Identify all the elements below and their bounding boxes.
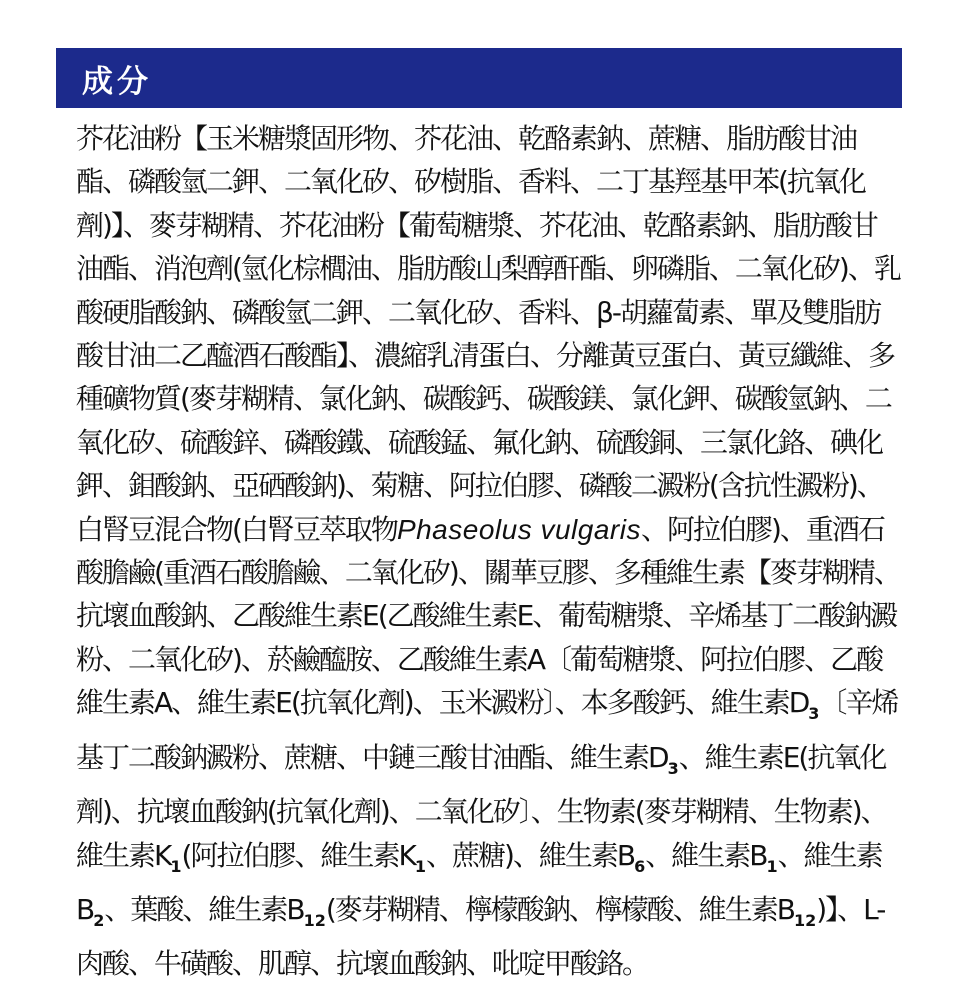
subscript: 3 [667, 758, 679, 778]
subscript: 2 [93, 910, 105, 930]
subscript: 6 [634, 856, 646, 876]
ingredients-text-part: )】、L-肉酸、牛磺酸、肌醇、抗壞血酸鈉、吡啶甲酸鉻。 [76, 892, 885, 981]
ingredients-text-part: 、葉酸、維生素B [104, 892, 304, 926]
ingredients-text [76, 117, 902, 986]
scientific-name: Phaseolus vulgaris [396, 513, 641, 545]
ingredients-text-part: 、蔗糖)、維生素B [425, 838, 635, 872]
subscript: 1 [170, 856, 182, 876]
ingredients-text-part: 、維生素B [645, 838, 767, 872]
ingredients-text-part: 、維生素B [76, 838, 882, 926]
subscript: 3 [808, 704, 820, 724]
section-header [56, 48, 902, 108]
subscript: 1 [414, 856, 426, 876]
ingredients-text-part: (阿拉伯膠、維生素K [181, 838, 415, 872]
ingredients-text-part: (麥芽糊精、檸檬酸鈉、檸檬酸、維生素B [325, 892, 794, 926]
subscript: 12 [303, 910, 326, 930]
subscript: 12 [793, 910, 817, 930]
subscript: 1 [766, 856, 778, 876]
section-title: 成分 [82, 63, 152, 100]
ingredients-text-part: 〔辛烯基丁二酸鈉澱粉、蔗糖、中鏈三酸甘油酯、維生素D [76, 686, 898, 774]
ingredients-text-part: 、阿拉伯膠)、重酒石酸膽鹼(重酒石酸膽鹼、二氧化矽)、關華豆膠、多種維生素【麥芽糊精、抗壞血酸鈉、乙酸維生素E(乙酸維生素E、葡萄糖漿、辛烯基丁二酸鈉澱粉、二氧化矽)、菸鹼醯胺、乙酸維生素A〔葡萄糖漿、阿拉伯膠、乙酸維生素A、維生素E(抗氧化劑)、玉米澱粉〕、本多酸鈣、維生素D [76, 512, 900, 720]
ingredients-text-part: 、維生素E(抗氧化劑)、抗壞血酸鈉(抗氧化劑)、二氧化矽〕、生物素(麥芽糊精、生物素)、維生素K [76, 740, 887, 872]
ingredients-text-part: 芥花油粉【玉米糖漿固形物、芥花油、乾酪素鈉、蔗糖、脂肪酸甘油酯、磷酸氫二鉀、二氧化矽、矽樹脂、香料、二丁基羥基甲苯(抗氧化劑)】、麥芽糊精、芥花油粉【葡萄糖漿、芥花油、乾酪素鈉、脂肪酸甘油酯、消泡劑(氫化棕櫚油、脂肪酸山梨醇酐酯、卵磷脂、二氧化矽)、乳酸硬脂酸鈉、磷酸氫二鉀、二氧化矽、香料、β-胡蘿蔔素、單及雙脂肪酸甘油二乙醯酒石酸酯】、濃縮乳清蛋白、分離黃豆蛋白、黃豆纖維、多種礦物質(麥芽糊精、氯化鈉、碳酸鈣、碳酸鎂、氯化鉀、碳酸氫鈉、二氧化矽、硫酸鋅、磷酸鐵、硫酸錳、氟化鈉、硫酸銅、三氯化鉻、碘化鉀、鉬酸鈉、亞硒酸鈉)、菊糖、阿拉伯膠、磷酸二澱粉(含抗性澱粉)、白腎豆混合物(白腎豆萃取物 [76, 122, 900, 546]
